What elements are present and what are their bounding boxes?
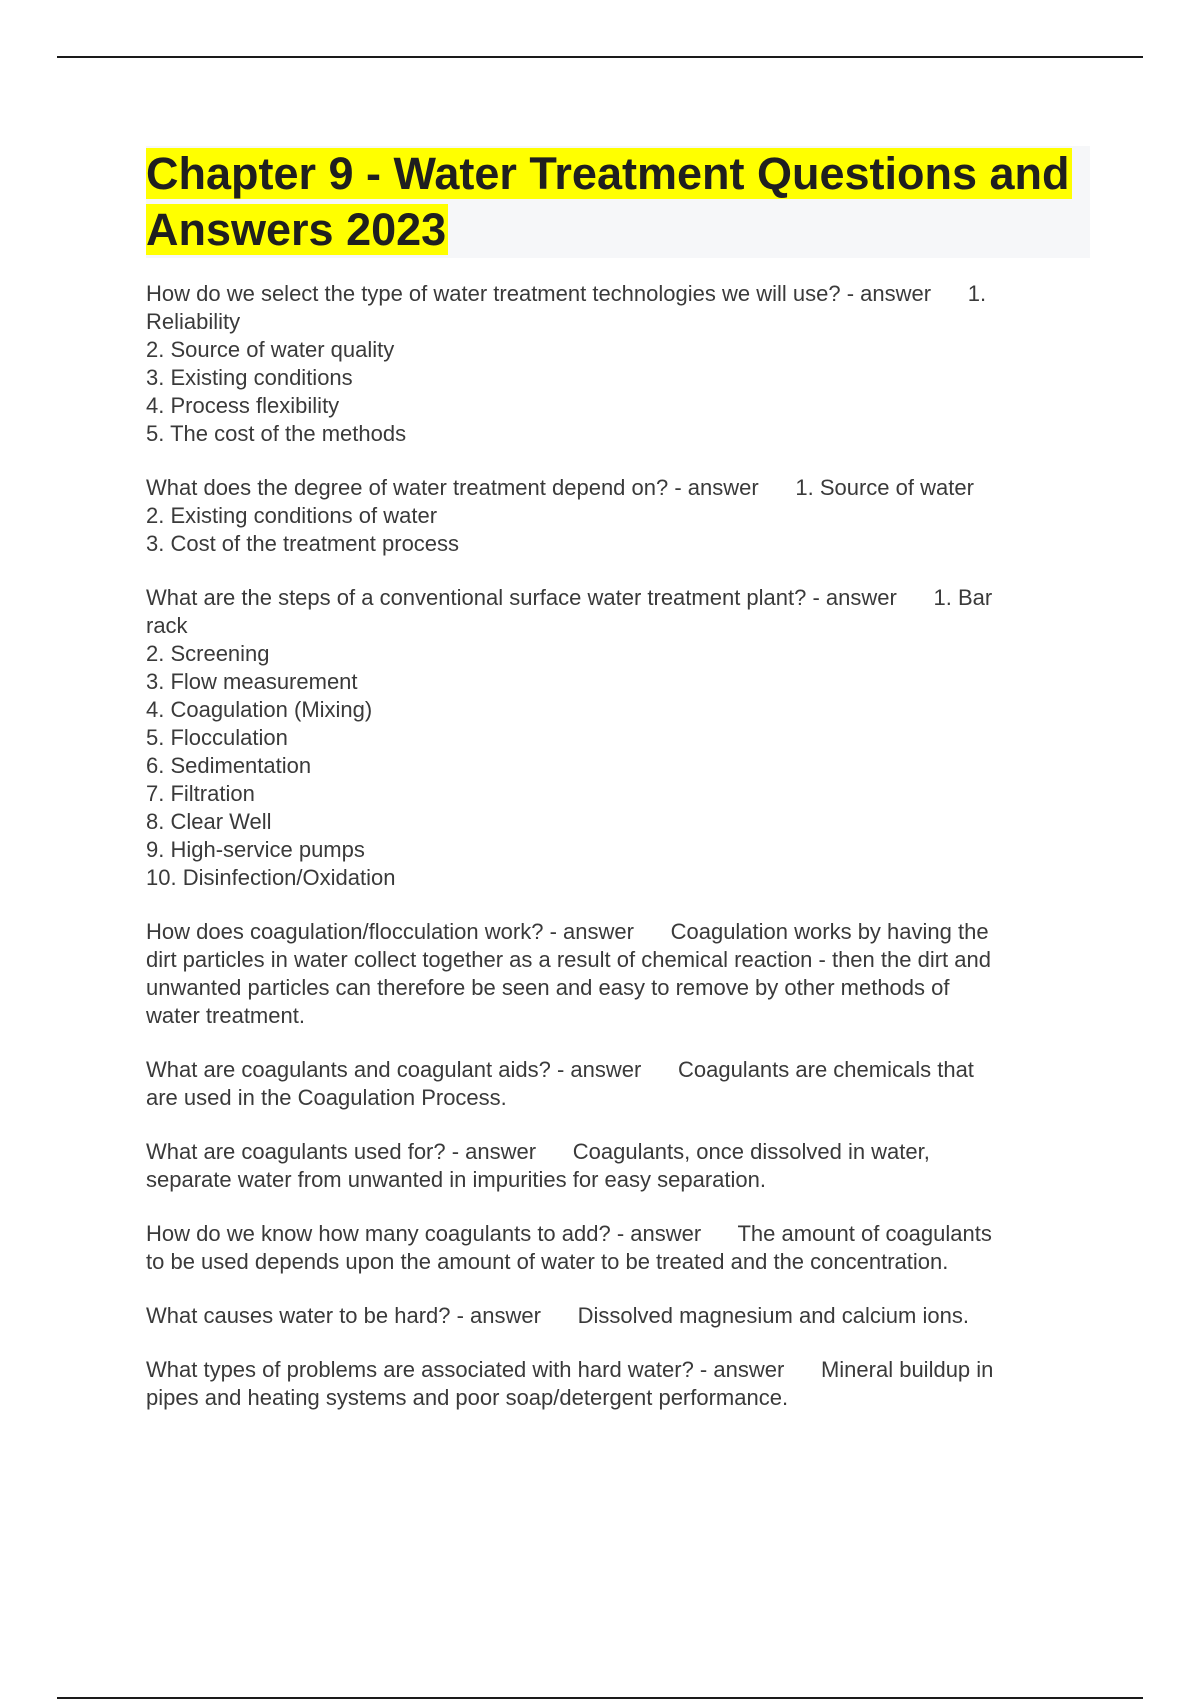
qa-answer-line: dirt particles in water collect together as a result of chemical reaction - then the dirt and [146, 947, 991, 972]
qa-question-line: What does the degree of water treatment depend on? - answer 1. Source of water [146, 475, 974, 500]
top-rule [57, 56, 1143, 58]
qa-answer-line: 4. Process flexibility [146, 393, 340, 418]
qa-answer-line: unwanted particles can therefore be seen and easy to remove by other methods of [146, 975, 950, 1000]
qa-answer-line: 9. High-service pumps [146, 837, 365, 862]
qa-answer-line: are used in the Coagulation Process. [146, 1085, 507, 1110]
title-block [146, 146, 1090, 258]
qa-item [146, 280, 1090, 448]
qa-answer-line: 3. Cost of the treatment process [146, 531, 460, 556]
qa-item [146, 1056, 1090, 1112]
qa-answer-line: 5. Flocculation [146, 725, 288, 750]
qa-answer-line: 5. The cost of the methods [146, 421, 407, 446]
qa-answer-line: separate water from unwanted in impurities for easy separation. [146, 1167, 766, 1192]
qa-question-line: What are the steps of a conventional surface water treatment plant? - answer 1. Bar [146, 585, 993, 610]
qa-answer-line: 7. Filtration [146, 781, 255, 806]
qa-question-line: What types of problems are associated with hard water? - answer Mineral buildup in [146, 1357, 994, 1382]
qa-answer-line: rack [146, 613, 188, 638]
qa-answer-line: 2. Screening [146, 641, 270, 666]
qa-item [146, 1356, 1090, 1412]
qa-list [146, 280, 1090, 1412]
qa-item [146, 1138, 1090, 1194]
qa-item [146, 1302, 1090, 1330]
document-title [146, 146, 1090, 258]
qa-question-line: What are coagulants used for? - answer Coagulants, once dissolved in water, [146, 1139, 930, 1164]
title-highlight: Chapter 9 - Water Treatment Questions and Answers 2023 [146, 148, 1070, 255]
qa-answer-line: 8. Clear Well [146, 809, 272, 834]
bottom-rule [57, 1697, 1143, 1699]
qa-answer-line: 2. Source of water quality [146, 337, 395, 362]
qa-question-line: What causes water to be hard? - answer Dissolved magnesium and calcium ions. [146, 1303, 969, 1328]
document-body [146, 146, 1090, 1438]
qa-question-line: How do we know how many coagulants to add? - answer The amount of coagulants [146, 1221, 992, 1246]
qa-question-line: How do we select the type of water treatment technologies we will use? - answer 1. [146, 281, 987, 306]
qa-answer-line: pipes and heating systems and poor soap/detergent performance. [146, 1385, 789, 1410]
qa-answer-line: 10. Disinfection/Oxidation [146, 865, 396, 890]
qa-answer-line: 6. Sedimentation [146, 753, 312, 778]
qa-item [146, 584, 1090, 892]
qa-answer-line: 3. Existing conditions [146, 365, 353, 390]
qa-question-line: What are coagulants and coagulant aids? - answer Coagulants are chemicals that [146, 1057, 974, 1082]
qa-question-line: How does coagulation/flocculation work? - answer Coagulation works by having the [146, 919, 989, 944]
qa-answer-line: water treatment. [146, 1003, 305, 1028]
qa-answer-line: to be used depends upon the amount of water to be treated and the concentration. [146, 1249, 949, 1274]
qa-answer-line: 3. Flow measurement [146, 669, 358, 694]
qa-answer-line: Reliability [146, 309, 241, 334]
qa-item [146, 474, 1090, 558]
qa-answer-line: 4. Coagulation (Mixing) [146, 697, 373, 722]
qa-item [146, 1220, 1090, 1276]
qa-item [146, 918, 1090, 1030]
qa-answer-line: 2. Existing conditions of water [146, 503, 438, 528]
